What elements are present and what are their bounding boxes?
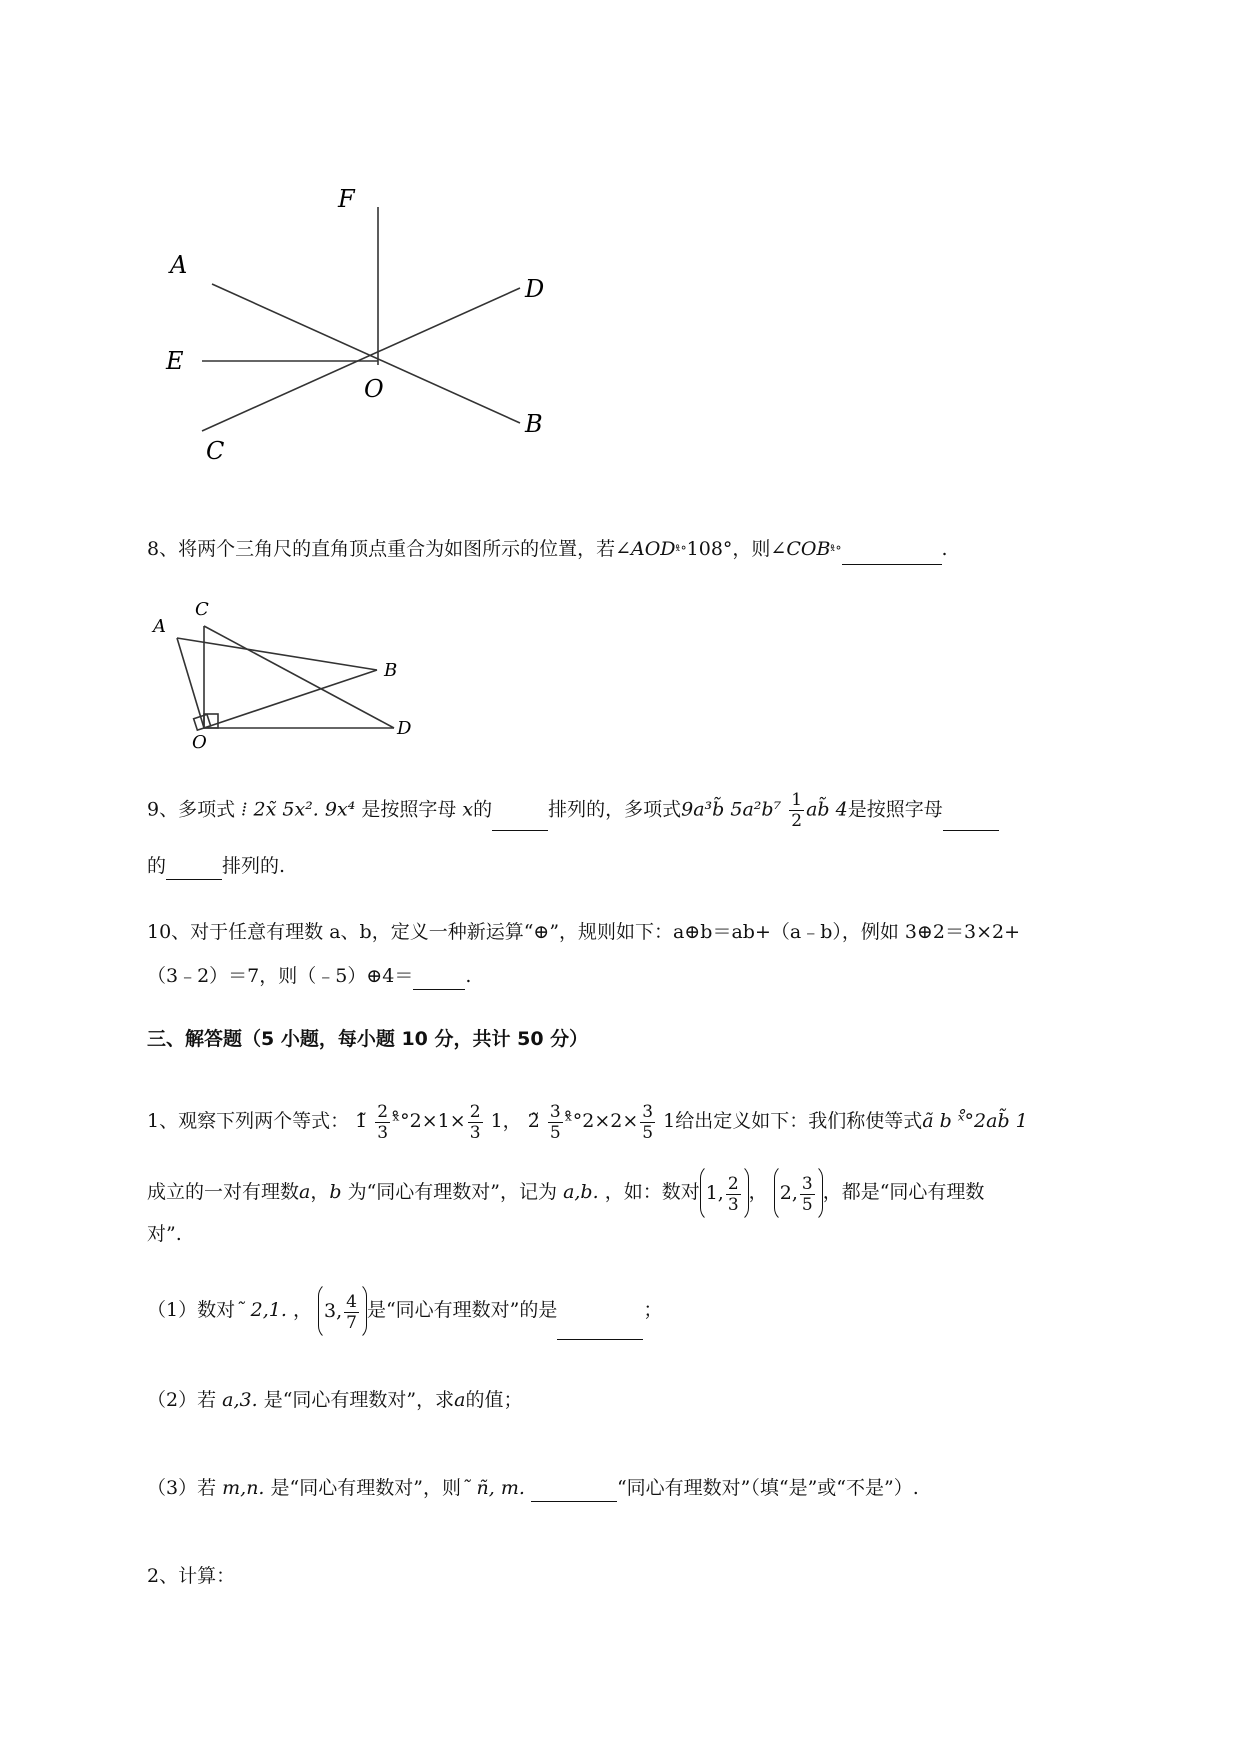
problem-2: 2、计算：: [147, 1565, 236, 1587]
ordered-pair: 1, $\frac{2}{3}$: [700, 1164, 749, 1222]
section-3-heading: 三、解答题（5 小题，每小题 10 分，共计 50 分）: [147, 1028, 589, 1050]
question-9-line-1: 9、多项式 ⁞ 2x̃ 5x². 9x⁴ 是按照字母 x的 排列的，多项式9a³b̃ 5a²b⁷ $\frac{1}{2}$ ab̃ 4是按照字母: [147, 790, 999, 831]
figure-triangles-diagram: [140, 595, 440, 755]
answer-blank-p1-1[interactable]: [557, 1319, 643, 1340]
answer-blank-p1-3[interactable]: [531, 1481, 617, 1502]
answer-blank-q9-1[interactable]: [492, 810, 548, 831]
problem-1-line-2: 成立的一对有理数a，b 为“同心有理数对”，记为 a,b. ，如：数对 1, $\frac{2}{3}$ ， 2, $\frac{3}{5}$ ，都是“同心有理数: [147, 1164, 984, 1222]
ordered-pair: 2, $\frac{3}{5}$: [774, 1164, 823, 1222]
ordered-pair: 3, $\frac{4}{7}$: [318, 1282, 367, 1340]
problem-1-part-2: （2）若 a,3. 是“同心有理数对”，求a的值；: [147, 1389, 523, 1411]
fraction: $\frac{2}{3}$: [377, 1101, 389, 1143]
label-b-2: B: [384, 660, 398, 681]
fraction: $\frac{2}{3}$: [469, 1101, 481, 1143]
label-c-2: C: [195, 599, 209, 620]
label-b: B: [525, 410, 543, 438]
label-o-2: O: [192, 732, 207, 753]
label-a-2: A: [153, 616, 166, 637]
question-10-line-1: 10、对于任意有理数 a、b，定义一种新运算“⊕”，规则如下：a⊕b＝ab+（a﹣b），例如 3⊕2＝3×2+: [147, 921, 1021, 943]
answer-blank-q8[interactable]: [842, 544, 942, 565]
label-d: D: [525, 275, 545, 303]
answer-blank-q9-2[interactable]: [943, 810, 999, 831]
question-9-line-2: 的 排列的.: [147, 852, 285, 880]
label-o: O: [364, 375, 384, 403]
fraction: $\frac{3}{5}$: [642, 1101, 654, 1143]
label-c: C: [206, 437, 225, 465]
label-d-2: D: [397, 718, 412, 739]
problem-1-line-3: 对”.: [147, 1223, 182, 1245]
question-10-line-2: （3﹣2）＝7，则（﹣5）⊕4＝ .: [147, 962, 471, 990]
figure-angles-diagram: [140, 175, 570, 485]
segment-ob: [204, 670, 377, 728]
segment-cd: [204, 626, 394, 728]
fraction: $\frac{3}{5}$: [549, 1101, 561, 1143]
answer-blank-q9-3[interactable]: [166, 859, 222, 880]
fraction-one-half: $\frac{1}{2}$: [791, 790, 803, 831]
question-8: 8、将两个三角尺的直角顶点重合为如图所示的位置，若∠AODˣ̊°108°，则∠COBˣ̊° .: [147, 535, 948, 565]
line-cd: [202, 288, 520, 431]
label-a: A: [170, 251, 188, 279]
segment-ao: [177, 638, 204, 728]
label-e: E: [166, 347, 184, 375]
answer-blank-q10[interactable]: [413, 969, 465, 990]
label-f: F: [338, 185, 355, 213]
problem-1-line-1: 1、观察下列两个等式： 1̃ $\frac{2}{3}$ ˣ̊°2×1× $\frac{2}{3}$ 1， 2̃ $\frac{3}{5}$ ˣ̊°2×2× $\frac{3}{5}$ 1给出定义如下：我们称使等式ã b ˣ̊°2ab̃ 1: [147, 1101, 1028, 1143]
problem-1-part-3: （3）若 m,n. 是“同心有理数对”，则˜ ñ, m. “同心有理数对”（填“是”或“不是”）.: [147, 1474, 919, 1502]
problem-1-part-1: （1）数对˜ 2,1. ， 3, $\frac{4}{7}$ 是“同心有理数对”的是 ；: [147, 1282, 662, 1340]
